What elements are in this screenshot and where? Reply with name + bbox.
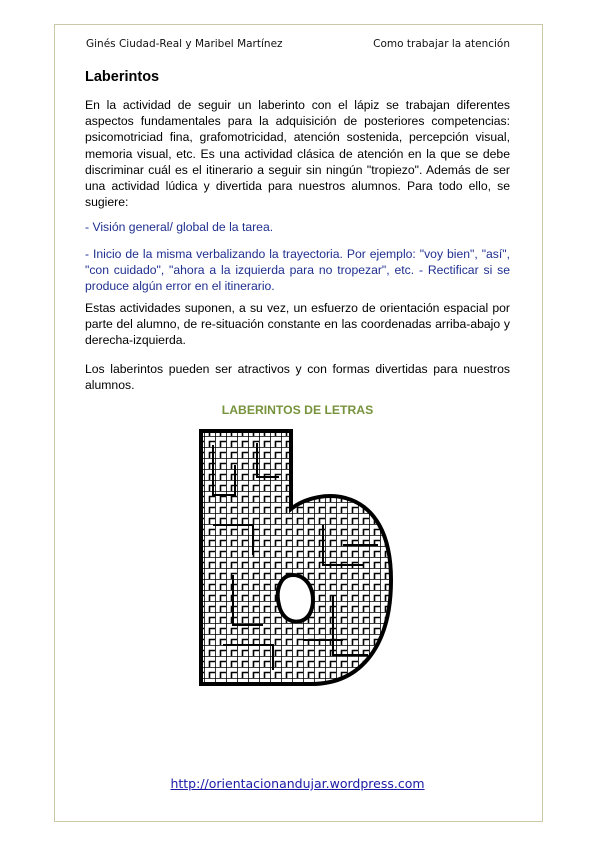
- paragraph-attractive: Los laberintos pueden ser atractivos y con formas divertidas para nuestros alumnos.: [85, 362, 510, 393]
- suggestion-overview: - Visión general/ global de la tarea.: [85, 220, 274, 234]
- paragraph-orientation: Estas actividades suponen, a su vez, un esfuerzo de orientación espacial por parte del alumno, de re-situación constante en las coordenadas arriba-abajo y derecha-izquierda.: [85, 301, 510, 348]
- paragraph-intro: En la actividad de seguir un laberinto con el lápiz se trabajan diferentes aspectos fundamentales para la adquisición de posteriores competencias: psicomotriciad fina, grafomotricidad, atención sostenida, percepción visual, memoria visual, etc. Es una actividad clásica de atención en la que se debe discriminar cuál es el itinerario a seguir sin ningún "tropiezo". Además de ser una actividad lúdica y divertida para nuestros alumnos. Para todo ello, se sugiere:: [85, 98, 510, 210]
- header-document-title: Como trabajar la atención: [373, 38, 510, 50]
- section-title: Laberintos: [85, 69, 160, 85]
- footer-link[interactable]: http://orientacionandujar.wordpress.com: [170, 776, 425, 791]
- suggestion-verbalize: - Inicio de la misma verbalizando la trayectoria. Por ejemplo: "voy bien", "así", "con cuidado", "ahora a la izquierda para no tropezar", etc. - Rectificar si se produce algún error en el itinerario.: [85, 247, 510, 294]
- maze-title: LABERINTOS DE LETRAS: [221, 403, 374, 417]
- letter-b-maze: [193, 425, 397, 687]
- header-authors: Ginés Ciudad-Real y Maribel Martínez: [86, 38, 283, 50]
